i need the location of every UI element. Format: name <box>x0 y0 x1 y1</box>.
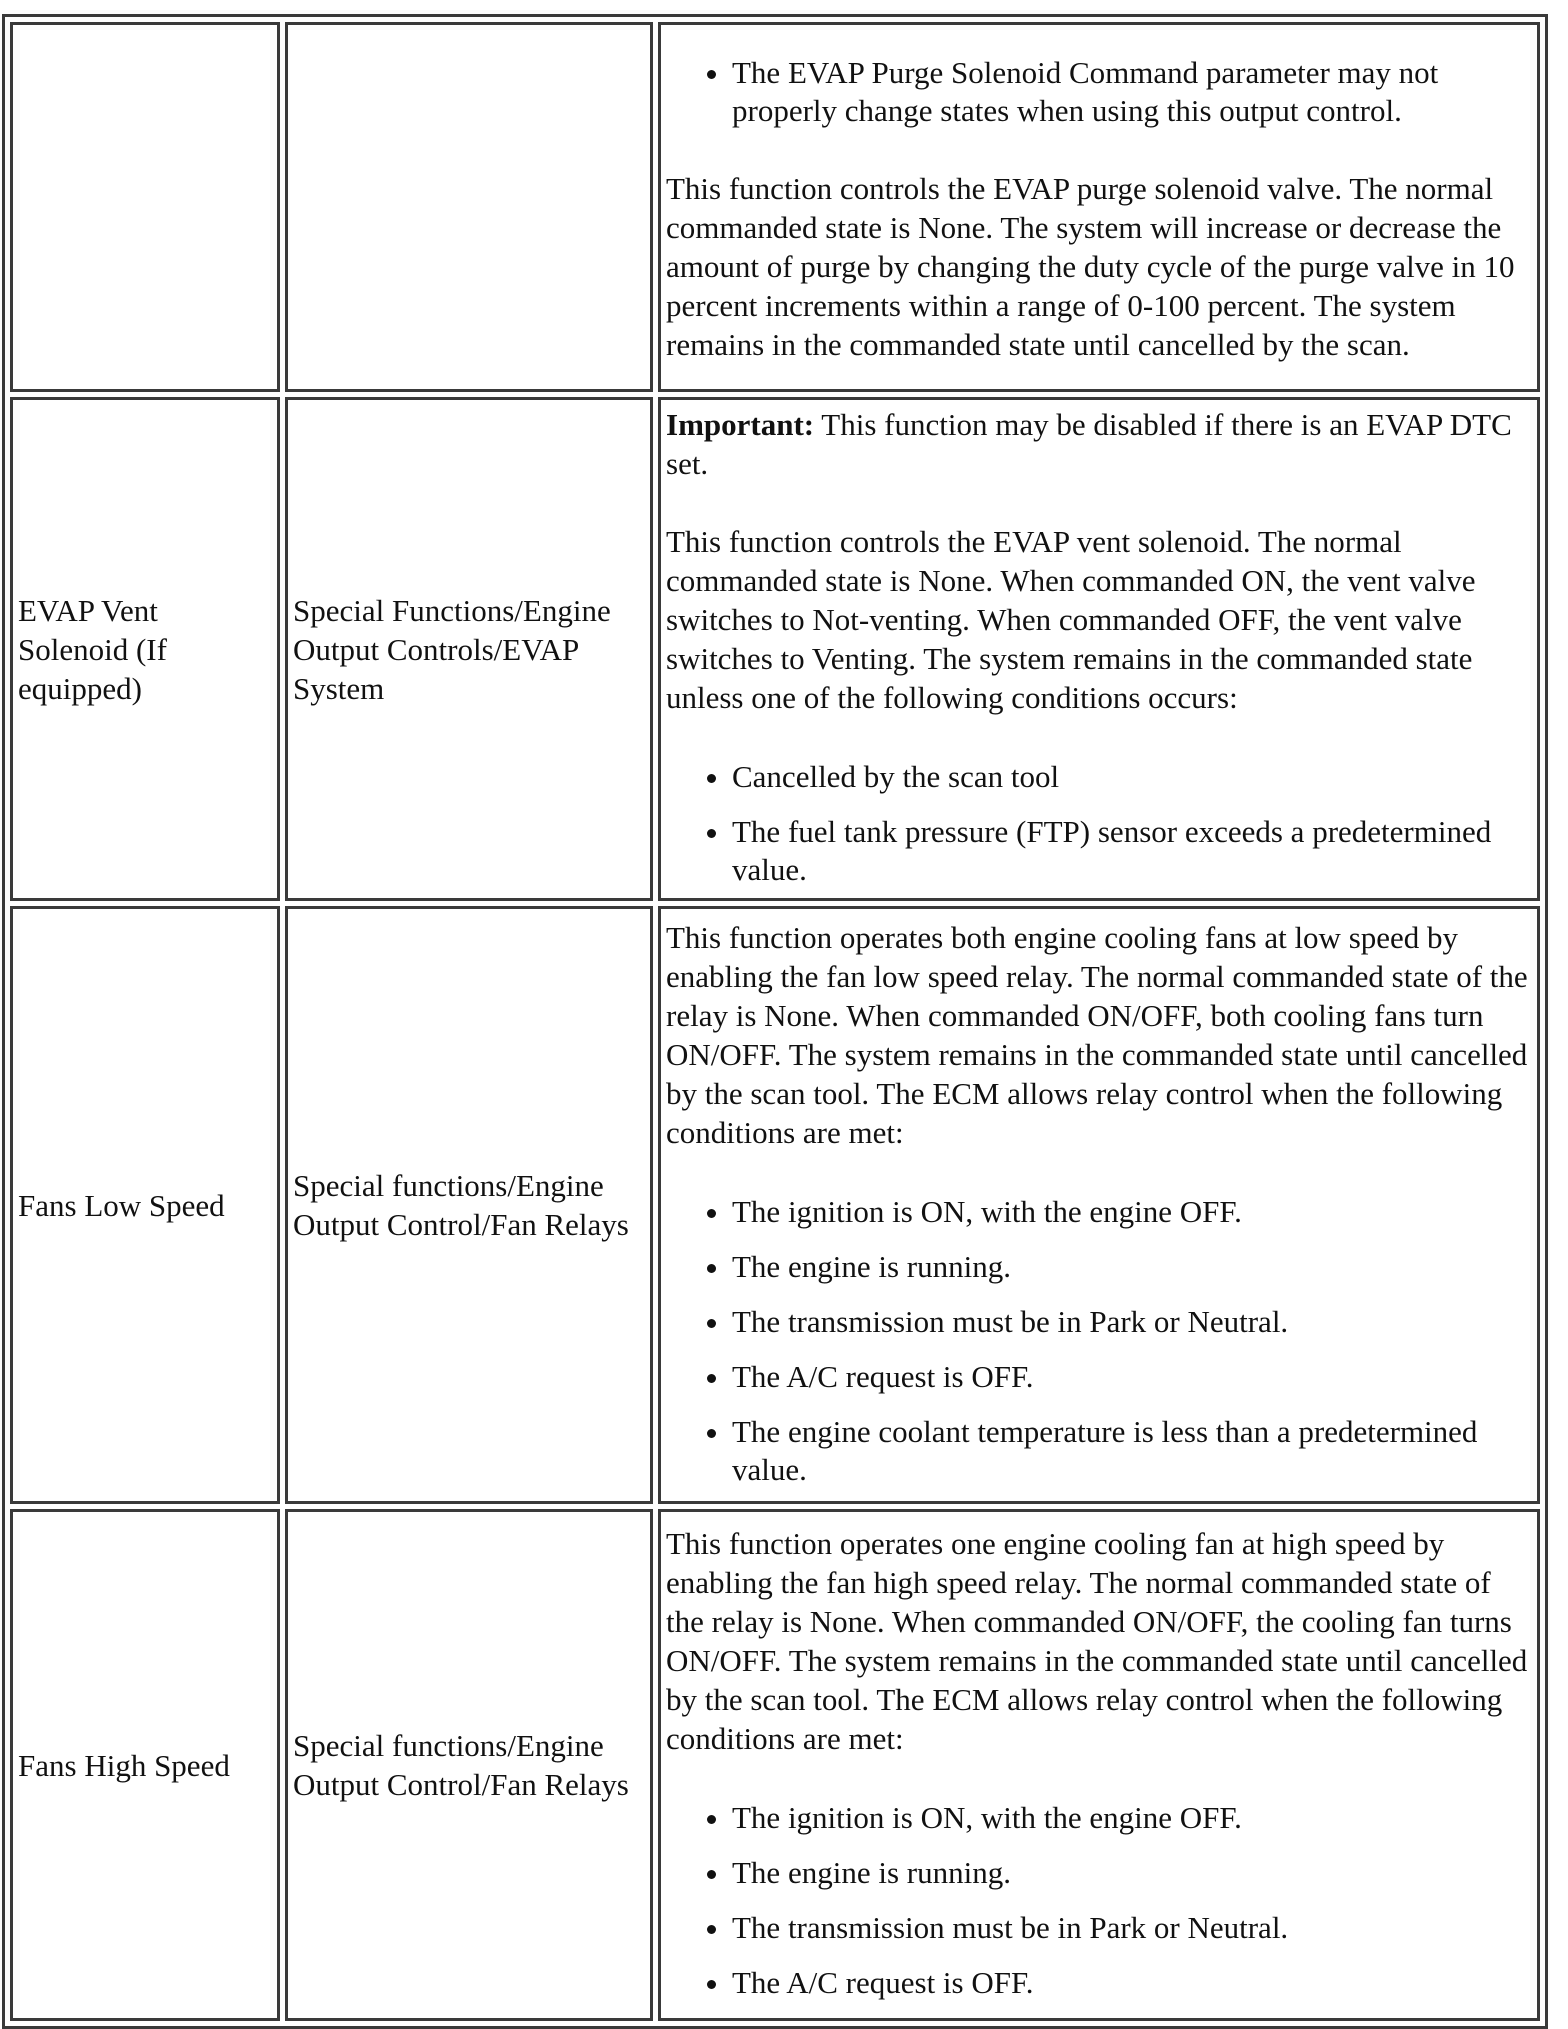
description-cell <box>658 1509 1540 2021</box>
list-item: • The EVAP Purge Solenoid Command parameter may not properly change states when using this output control. <box>732 54 1533 130</box>
table-row <box>10 397 1540 901</box>
bullet-list <box>666 54 1533 130</box>
control-name: Fans High Speed <box>18 1747 230 1783</box>
important-note <box>666 405 1533 483</box>
list-item: • The engine is running. <box>732 1248 1533 1286</box>
menu-path: Special functions/Engine Output Control/Fan Relays <box>293 1168 629 1242</box>
bullet-list <box>666 758 1533 889</box>
table-row <box>10 1509 1540 2021</box>
menu-path-cell <box>285 22 653 392</box>
list-item: • The ignition is ON, with the engine OFF. <box>732 1193 1533 1231</box>
description-cell <box>658 397 1540 901</box>
description-paragraph: This function controls the EVAP purge solenoid valve. The normal commanded state is None. The system will increase or decrease the amount of purge by changing the duty cycle of the purge valve in 10 percent increments within a range of 0-100 percent. The system remains in the commanded state until cancelled by the scan. <box>666 171 1515 362</box>
menu-path-cell <box>285 397 653 901</box>
control-name-cell <box>10 22 280 392</box>
menu-path: Special functions/Engine Output Control/Fan Relays <box>293 1728 629 1802</box>
control-name-cell <box>10 906 280 1504</box>
list-item: • The A/C request is OFF. <box>732 1358 1533 1396</box>
menu-path: Special Functions/Engine Output Controls/EVAP System <box>293 592 611 706</box>
list-item: • The transmission must be in Park or Neutral. <box>732 1303 1533 1341</box>
list-item: • The A/C request is OFF. <box>732 1964 1533 2002</box>
menu-path-cell <box>285 906 653 1504</box>
list-item: • The transmission must be in Park or Neutral. <box>732 1909 1533 1947</box>
bullet-list <box>666 1193 1533 1489</box>
description-paragraph: This function operates both engine cooling fans at low speed by enabling the fan low speed relay. The normal commanded state of the relay is None. When commanded ON/OFF, both cooling fans turn ON/OFF. The system remains in the commanded state until cancelled by the scan tool. The ECM allows relay control when the following conditions are met: <box>666 919 1528 1150</box>
control-name: EVAP Vent Solenoid (If equipped) <box>18 592 167 706</box>
list-item: • The engine coolant temperature is less than a predetermined value. <box>732 1413 1533 1489</box>
control-name-cell <box>10 397 280 901</box>
table-row <box>10 906 1540 1504</box>
table-row <box>10 22 1540 392</box>
list-item: • The ignition is ON, with the engine OFF. <box>732 1799 1533 1837</box>
important-text: This function may be disabled if there is an EVAP DTC set. <box>666 407 1512 481</box>
bullet-list <box>666 1799 1533 2002</box>
output-controls-table <box>2 14 1548 2029</box>
description-paragraph: This function controls the EVAP vent solenoid. The normal commanded state is None. When commanded ON, the vent valve switches to Not-venting. When commanded OFF, the vent valve switches to Venting. The system remains in the commanded state unless one of the following conditions occurs: <box>666 524 1476 715</box>
menu-path-cell <box>285 1509 653 2021</box>
list-item: • The engine is running. <box>732 1854 1533 1892</box>
description-cell <box>658 906 1540 1504</box>
description-cell <box>658 22 1540 392</box>
description-paragraph: This function operates one engine cooling fan at high speed by enabling the fan high speed relay. The normal commanded state of the relay is None. When commanded ON/OFF, the cooling fan turns ON/OFF. The system remains in the commanded state until cancelled by the scan tool. The ECM allows relay control when the following conditions are met: <box>666 1526 1528 1756</box>
control-name-cell <box>10 1509 280 2021</box>
control-name: Fans Low Speed <box>18 1187 225 1223</box>
important-label: Important: <box>666 407 815 442</box>
list-item: • The fuel tank pressure (FTP) sensor exceeds a predetermined value. <box>732 813 1533 889</box>
list-item: • Cancelled by the scan tool <box>732 758 1533 796</box>
